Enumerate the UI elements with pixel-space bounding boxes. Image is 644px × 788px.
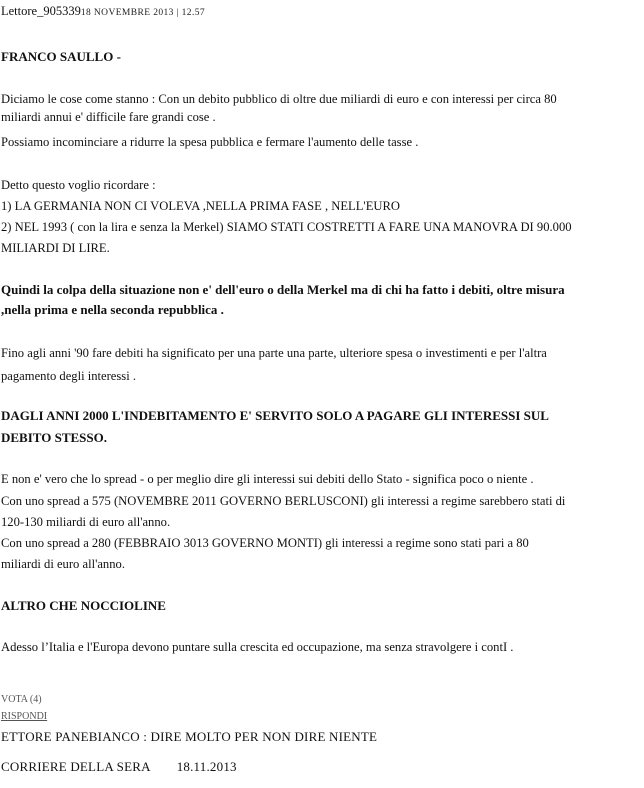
bold-paragraph-line-1: Quindi la colpa della situazione non e' dell'euro o della Merkel ma di chi ha fatto i debiti, oltre misura — [1, 282, 565, 297]
paragraph-2: Possiamo incominciare a ridurre la spesa pubblica e fermare l'aumento delle tasse . — [1, 135, 419, 149]
paragraph-3-item-1: 1) LA GERMANIA NON CI VOLEVA ,NELLA PRIMA FASE , NELL'EURO — [1, 199, 400, 213]
source-date: 18.11.2013 — [176, 759, 237, 774]
vote-link[interactable]: VOTA (4) — [1, 694, 42, 705]
paragraph-5-line-4: Con uno spread a 280 (FEBBRAIO 3013 GOVERNO MONTI) gli interessi a regime sono stati pari a 80 — [1, 536, 529, 550]
paragraph-3-item-2-line-2: MILIARDI DI LIRE. — [1, 241, 110, 255]
paragraph-5-line-3: 120-130 miliardi di euro all'anno. — [1, 515, 171, 529]
source-name: CORRIERE DELLA SERA — [1, 759, 151, 774]
comment-header — [1, 2, 205, 22]
paragraph-4-line-2: pagamento degli interessi . — [1, 369, 136, 383]
paragraph-1-line-2: miliardi annui e' difficile fare grandi cose . — [1, 110, 216, 124]
paragraph-1-line-1: Diciamo le cose come stanno : Con un debito pubblico di oltre due miliardi di euro e con interessi per circa 80 — [1, 92, 557, 106]
username: Lettore_905339 — [1, 4, 81, 18]
signature-source — [1, 758, 237, 776]
paragraph-3-item-2-line-1: 2) NEL 1993 ( con la lira e senza la Merkel) SIAMO STATI COSTRETTI A FARE UNA MANOVRA DI 90.000 — [1, 220, 572, 234]
paragraph-5-line-2: Con uno spread a 575 (NOVEMBRE 2011 GOVERNO BERLUSCONI) gli interessi a regime sarebbero stati di — [1, 494, 566, 508]
caps-heading: ALTRO CHE NOCCIOLINE — [1, 598, 166, 613]
paragraph-5-line-1: E non e' vero che lo spread - o per meglio dire gli interessi sui debiti dello Stato - significa poco o niente . — [1, 472, 534, 486]
paragraph-6: Adesso l’Italia e l'Europa devono puntare sulla crescita ed occupazione, ma senza stravolgere i contI . — [1, 640, 514, 654]
comment-author: FRANCO SAULLO - — [1, 49, 121, 64]
reply-link[interactable]: RISPONDI — [1, 711, 48, 722]
paragraph-4-line-1: Fino agli anni '90 fare debiti ha significato per una parte una parte, ulteriore spesa o investimenti e per l'altra — [1, 346, 547, 360]
caps-paragraph-line-2: DEBITO STESSO. — [1, 430, 107, 445]
caps-paragraph-line-1: DAGLI ANNI 2000 L'INDEBITAMENTO E' SERVITO SOLO A PAGARE GLI INTERESSI SUL — [1, 408, 549, 423]
timestamp: 18 NOVEMBRE 2013 | 12.57 — [80, 8, 206, 18]
bold-paragraph-line-2: ,nella prima e nella seconda repubblica . — [1, 302, 224, 317]
signature-line: ETTORE PANEBIANCO : DIRE MOLTO PER NON DIRE NIENTE — [1, 729, 378, 744]
paragraph-5-line-5: miliardi di euro all'anno. — [1, 557, 125, 571]
paragraph-3-intro: Detto questo voglio ricordare : — [1, 178, 156, 192]
